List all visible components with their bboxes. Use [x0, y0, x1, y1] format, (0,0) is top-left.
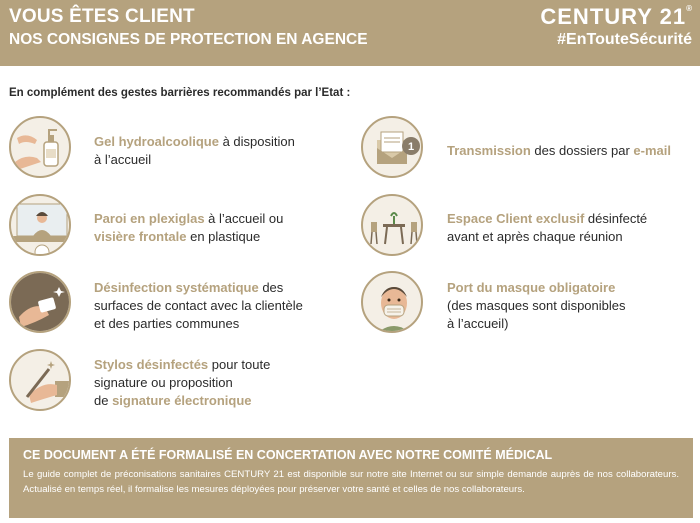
plexiglass-screen-icon — [9, 194, 71, 256]
page-subtitle: NOS CONSIGNES DE PROTECTION EN AGENCE — [9, 31, 368, 48]
brand-registered-mark: ® — [686, 4, 692, 13]
item-meeting-text — [447, 210, 647, 246]
item-mask-text — [447, 279, 626, 333]
hand-sanitizer-icon — [9, 116, 71, 178]
footer-text: Le guide complet de préconisations sanitaires CENTURY 21 est disponible sur notre site Internet ou sur simple demande auprès de nos collaborateurs. Actualisé en temps réel, il formalise les mesures déployées pour préserver votre santé et celles de nos collaborateurs. — [23, 469, 679, 495]
item-mask-highlight: Port du masque obligatoire — [447, 280, 616, 295]
item-sanitizer-text — [94, 133, 295, 169]
disinfect-surface-icon — [9, 271, 71, 333]
intro-text: En complément des gestes barrières recommandés par l’Etat : — [9, 87, 351, 99]
item-plexiglass-highlight2: visière frontale — [94, 229, 187, 244]
item-disinfection-highlight: Désinfection systématique — [94, 280, 259, 295]
item-mask-line2: (des masques sont disponibles — [447, 298, 626, 313]
item-pen-line3-prefix: de — [94, 393, 113, 408]
footer-banner — [9, 438, 693, 518]
item-plexiglass-line2: en plastique — [186, 229, 261, 244]
item-plexiglass-highlight: Paroi en plexiglas — [94, 211, 205, 226]
item-meeting-highlight: Espace Client exclusif — [447, 211, 585, 226]
item-sanitizer-line1: à disposition — [218, 134, 295, 149]
face-mask-icon — [361, 271, 423, 333]
header-banner — [0, 0, 700, 66]
item-disinfection-line1: des — [258, 280, 284, 295]
item-mask-line3: à l’accueil) — [447, 316, 509, 331]
item-disinfection-line2: surfaces de contact avec la clientèle — [94, 298, 303, 313]
item-pen-text — [94, 356, 270, 410]
item-plexiglass-line1: à l’accueil ou — [204, 211, 284, 226]
item-pen-line2: signature ou proposition — [94, 375, 233, 390]
item-meeting-line1: désinfecté — [584, 211, 648, 226]
item-pen-line1: pour toute — [208, 357, 271, 372]
item-pen-highlight: Stylos désinfectés — [94, 357, 209, 372]
meeting-table-icon — [361, 194, 423, 256]
item-disinfection-line3: et des parties communes — [94, 316, 240, 331]
email-badge: 1 — [407, 141, 415, 153]
pen-signature-icon — [9, 349, 71, 411]
brand-hashtag: #EnTouteSécurité — [557, 31, 692, 48]
item-email-highlight: Transmission — [447, 143, 531, 158]
page-title: VOUS ÊTES CLIENT — [9, 6, 195, 27]
item-email-line1: des dossiers par — [530, 143, 634, 158]
brand-logo — [540, 4, 692, 30]
item-sanitizer-highlight: Gel hydroalcoolique — [94, 134, 219, 149]
email-envelope-icon — [361, 116, 423, 178]
item-pen-highlight2: signature électronique — [112, 393, 252, 408]
footer-title: CE DOCUMENT A ÉTÉ FORMALISÉ EN CONCERTATION AVEC NOTRE COMITÉ MÉDICAL — [23, 448, 553, 462]
brand-name: CENTURY 21 — [540, 4, 687, 29]
item-disinfection-text — [94, 279, 303, 333]
item-sanitizer-line2: à l’accueil — [94, 152, 152, 167]
item-plexiglass-text — [94, 210, 283, 246]
item-meeting-line2: avant et après chaque réunion — [447, 229, 623, 244]
item-email-highlight2: e-mail — [633, 143, 671, 158]
item-email-text — [447, 142, 671, 160]
